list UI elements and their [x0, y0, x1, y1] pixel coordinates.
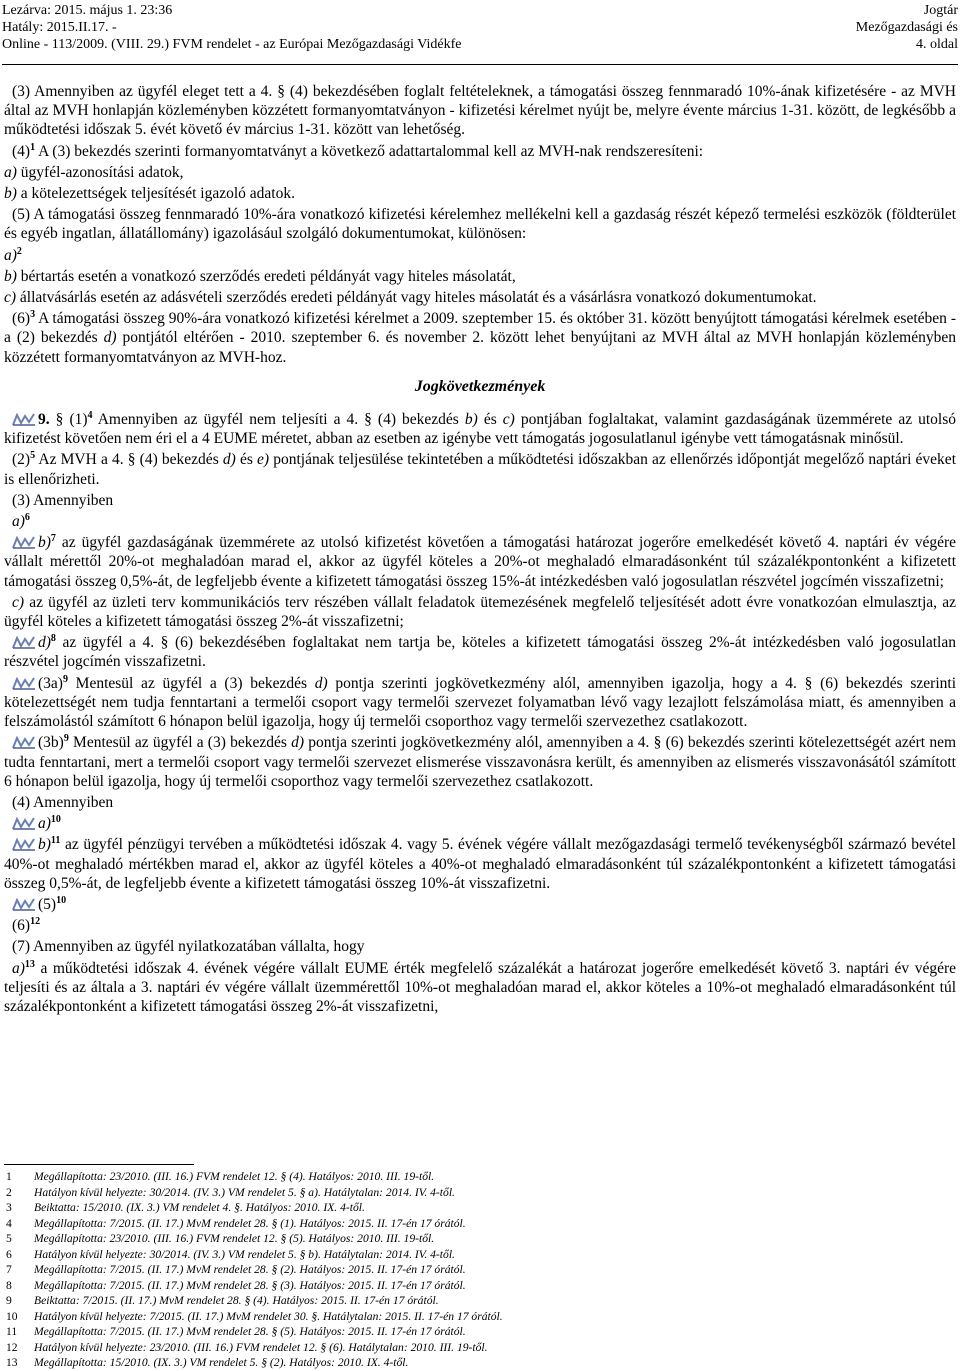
footnote-divider	[4, 1164, 194, 1165]
amendment-marker-icon[interactable]	[12, 677, 36, 690]
section-9-paragraph-1: 9. § $(1)^4$ Amennyiben az ügyfél nem teljesíti a 4. § (4) bekezdés b) és c) pontjában foglaltakat, valamint gazdaságának üzemmérete az utolsó kifizetést követően nem éri el a 4 EUME méretet, abban az esetben az igénybe vett támogatás jogosulatlanul igénybe vett támogatásnak minősül.	[4, 410, 956, 448]
amendment-marker-icon[interactable]	[12, 536, 36, 549]
footnote-ref[interactable]: 2	[16, 245, 22, 257]
amendment-marker-icon[interactable]	[12, 736, 36, 749]
section-9-paragraph-7: (7) Amennyiben az ügyfél nyilatkozatában vállalta, hogy	[12, 938, 365, 956]
footnote-ref[interactable]: 10	[50, 814, 61, 826]
paragraph-6: $(6)^3$ A támogatási összeg 90%-ára vonatkozó kifizetési kérelmet a 2009. szeptember 15. és október 31. között benyújtott támogatási kérelmek esetében - a (2) bekezdés d) pontjától eltérően - 2010. szeptember 6. és november 2. között lehet benyújtani az MVH által az MVH honlapján közleményben közzétett formanyomtatványon az MVH-hoz.	[4, 309, 956, 366]
amendment-marker-icon[interactable]	[12, 636, 36, 649]
amendment-marker-icon[interactable]	[12, 838, 36, 851]
header-subtitle: Mezőgazdasági és	[855, 20, 958, 35]
amendment-marker-icon[interactable]	[12, 817, 36, 830]
footnote-ref[interactable]: 9	[63, 733, 69, 745]
footnote-ref[interactable]: 9	[62, 673, 68, 685]
paragraph-3-c: c) az ügyfél az üzleti terv kommunikációs terv részében vállalt feladatok ütemezésének megfelelő teljesítését adott évre vonatkozóan elmulasztja, az ügyfél köteles a kifizetett támogatási összeg 2%-át visszafizetni;	[4, 593, 956, 631]
paragraph-7-a: a)$^{13}$ a működtetési időszak 4. évének végére vállalt EUME érték megfelelő százalékát a határozat jogerőre emelkedését követő 3. naptári év végére teljesíti és az általa a 3. naptári év végére vállalt üzemmérettől 10%-ot meghaladóan marad el, akkor köteles a 10%-ot meghaladó elmaradásonként túl százalékpontonként a kifizetett támogatási összeg 2%-át visszafizetni,	[4, 958, 956, 1015]
footnote-ref[interactable]: 7	[50, 533, 56, 545]
footnote-ref[interactable]: 8	[50, 633, 56, 645]
page-header-left	[2, 2, 461, 53]
footnote: 7 Megállapította: 7/2015. (II. 17.) MvM rendelet 28. § (2). Hatályos: 2015. II. 17-én 17 órától.	[6, 1263, 466, 1276]
amendment-marker-icon[interactable]	[12, 898, 36, 911]
document-body	[4, 82, 956, 1018]
footnote: 10 Hatályon kívül helyezte: 7/2015. (II. 17.) MvM rendelet 30. §. Hatálytalan: 2015. II. 17-én 17 órától.	[6, 1309, 503, 1323]
header-effective-date: Hatály: 2015.II.17. -	[2, 20, 117, 35]
footnote: 4 Megállapította: 7/2015. (II. 17.) MvM rendelet 28. § (1). Hatályos: 2015. II. 17-én 17 órától.	[6, 1216, 466, 1230]
footnote-ref[interactable]: 10	[56, 894, 67, 906]
section-9-paragraph-6: $(6)^{12}$	[12, 916, 41, 935]
footnote: 13 Megállapította: 15/2010. (IX. 3.) VM rendelet 5. § (2). Hatályos: 2010. IX. 4-től.	[6, 1356, 409, 1369]
paragraph-5-a: a)$^2$	[4, 245, 22, 264]
paragraph-4-a-repealed: a)$^{10}$	[4, 814, 956, 833]
paragraph-3-a: a)$^6$	[12, 512, 30, 531]
footnote: 12 Hatályon kívül helyezte: 23/2010. (III. 16.) FVM rendelet 12. § (6). Hatálytalan: 2010. III. 19-től.	[6, 1340, 488, 1354]
footnote: 9 Beiktatta: 7/2015. (II. 17.) MvM rendelet 28. § (4). Hatályos: 2015. II. 17-én 17 órától.	[6, 1294, 439, 1307]
header-document-title: Online - 113/2009. (VIII. 29.) FVM rendelet - az Európai Mezőgazdasági Vidékfe	[2, 37, 462, 52]
paragraph-5-b: b) bértartás esetén a vonatkozó szerződés eredeti példányát vagy hiteles másolatát,	[4, 267, 516, 285]
section-9-paragraph-3: (3) Amennyiben	[12, 491, 114, 509]
footnote: 6 Hatályon kívül helyezte: 30/2014. (IV. 3.) VM rendelet 5. § b). Hatálytalan: 2014. IV. 4-től.	[6, 1247, 455, 1261]
footnote-ref[interactable]: 5	[30, 450, 36, 462]
header-closed-date: Lezárva: 2015. május 1. 23:36	[2, 3, 173, 18]
paragraph-5: (5) A támogatási összeg fennmaradó 10%-ára vonatkozó kifizetési kérelemhez mellékelni kell a gazdaság részét képező termelési eszközök (földterület és egyéb ingatlan, állatállomány) igazolásául szolgáló dokumentumokat, különösen:	[4, 206, 956, 243]
footnote-ref[interactable]: 6	[24, 512, 30, 524]
footnote: 3 Beiktatta: 15/2010. (IX. 3.) VM rendelet 4. §. Hatályos: 2010. IX. 4-től.	[6, 1201, 365, 1214]
footnote: 1 Megállapította: 23/2010. (III. 16.) FVM rendelet 12. § (4). Hatályos: 2010. III. 19-től.	[6, 1170, 435, 1183]
paragraph-5-c: c) állatvásárlás esetén az adásvételi szerződés eredeti példányát vagy hiteles másolatát és a vásárlásra vonatkozó dokumentumokat.	[4, 289, 817, 307]
section-9-paragraph-2: $(2)^5$ Az MVH a 4. § (4) bekezdés d) és e) pontjának teljesülése tekintetében a működtetési időszakban az ellenőrzés időpontját megelőző naptári éveket is ellenőrizheti.	[4, 450, 956, 488]
page-header-right	[856, 2, 958, 53]
paragraph-3a: $(3a)^9$ Mentesül az ügyfél a (3) bekezdés d) pontja szerinti jogkövetkezmény alól, amennyiben igazolja, hogy a 4. § (6) bekezdés szerinti kötelezettségét nem tudja fenntartani a termelői csoport vagy termelői szervezet folyamatban lévő vagy lezajlott felszámolása miatt, és amennyiben a felszámolástól számított 6 hónapon belül igazolja, hogy új termelői csoporthoz vagy termelői szervezethez csatlakozott.	[4, 673, 957, 731]
footnote-ref[interactable]: 3	[30, 309, 36, 321]
footnote: 5 Megállapította: 23/2010. (III. 16.) FVM rendelet 12. § (5). Hatályos: 2010. III. 19-től.	[6, 1232, 435, 1245]
footnote-ref[interactable]: 4	[87, 410, 93, 422]
paragraph-3-b: b)$^7$ az ügyfél gazdaságának üzemmérete az utolsó kifizetést követően a támogatási határozat jogerőre emelkedését követő 4. naptári év végére vállalt mérettől 20%-ot meghaladóan marad el, akkor az ügyfél köteles a 20%-ot meghaladó elmaradásonként túl százalékpontonként a kifizetett támogatási összeg 0,5%-át, de legfeljebb évente a kifizetett támogatási összeg 15%-át intézkedésben való jogosulatlan részvétel jogcímén visszafizetni;	[4, 533, 956, 590]
footnote: 2 Hatályon kívül helyezte: 30/2014. (IV. 3.) VM rendelet 5. § a). Hatálytalan: 2014. IV. 4-től.	[6, 1185, 455, 1199]
footnote-ref[interactable]: 1	[30, 141, 36, 153]
amendment-marker-icon[interactable]	[12, 413, 36, 426]
paragraph-4-a: a) ügyfél-azonosítási adatok,	[4, 163, 184, 181]
section-9-paragraph-4: (4) Amennyiben	[12, 793, 114, 811]
paragraph-3: (3) Amennyiben az ügyfél eleget tett a 4. § (4) bekezdésében foglalt feltételeknek, a támogatási összeg fennmaradó 10%-ának kifizetésére - az MVH által az MVH honlapján közleményben közzétett formanyomtatványon - kifizetési kérelmet nyújt be, melyre évente március 1-31. között, de legkésőbb a működtetési időszak 5. évét követő év március 1-31. között van lehetőség.	[4, 83, 956, 139]
footnotes	[4, 1169, 954, 1371]
paragraph-4: $(4)^1$ A (3) bekezdés szerinti formanyomtatványt a következő adattartalommal kell az MVH-nak rendszeresíteni:	[12, 141, 704, 160]
paragraph-3b: $(3b)^9$ Mentesül az ügyfél a (3) bekezdés d) pontja szerinti jogkövetkezmény alól, amennyiben a 4. § (6) bekezdés szerinti kötelezettségét azért nem tudta fenntartani, mert a termelői csoport vagy termelői szervezet elismerése visszavonásra került, és amennyiben az elismerés visszavonásától számított 6 hónapon belül igazolja, hogy új termelői csoporthoz vagy termelői szervezethez csatlakozott.	[4, 733, 956, 790]
section-heading: Jogkövetkezmények	[414, 377, 546, 395]
section-9-paragraph-5: $(5)^{10}$	[4, 895, 956, 914]
footnote: 11 Megállapította: 7/2015. (II. 17.) MvM rendelet 28. § (5). Hatályos: 2015. II. 17-én 17 órától.	[6, 1325, 466, 1338]
footnote-ref[interactable]: 12	[30, 916, 41, 928]
footnote-ref[interactable]: 11	[50, 835, 61, 847]
paragraph-3-d: d)$^8$ az ügyfél a 4. § (6) bekezdésében foglaltakat nem tartja be, köteles a kifizetett támogatási összeg 2%-át intézkedésben való jogosulatlan részvétel jogcímén visszafizetni.	[4, 633, 956, 671]
footnote: 8 Megállapította: 7/2015. (II. 17.) MvM rendelet 28. § (3). Hatályos: 2015. II. 17-én 17 órától.	[6, 1278, 466, 1292]
paragraph-4-b-text: b)$^{11}$ az ügyfél pénzügyi tervében a működtetési időszak 4. vagy 5. évének végére vállalt mezőgazdasági termelő tevékenységből származó bevétel 40%-ot meghaladó mértékben marad el, akkor az ügyfél köteles a 40%-ot meghaladó elmaradásonként túl százalékpontonként a kifizetett támogatási összeg 0,5%-át, de legfeljebb évente a kifizetett támogatási összeg 10%-át visszafizetni.	[4, 835, 956, 892]
header-divider	[2, 64, 958, 65]
paragraph-4-b: b) a kötelezettségek teljesítését igazoló adatok.	[4, 185, 295, 203]
footnote-ref[interactable]: 13	[24, 958, 35, 970]
header-publisher: Jogtár	[923, 3, 958, 18]
header-page-number: 4. oldal	[916, 37, 958, 52]
